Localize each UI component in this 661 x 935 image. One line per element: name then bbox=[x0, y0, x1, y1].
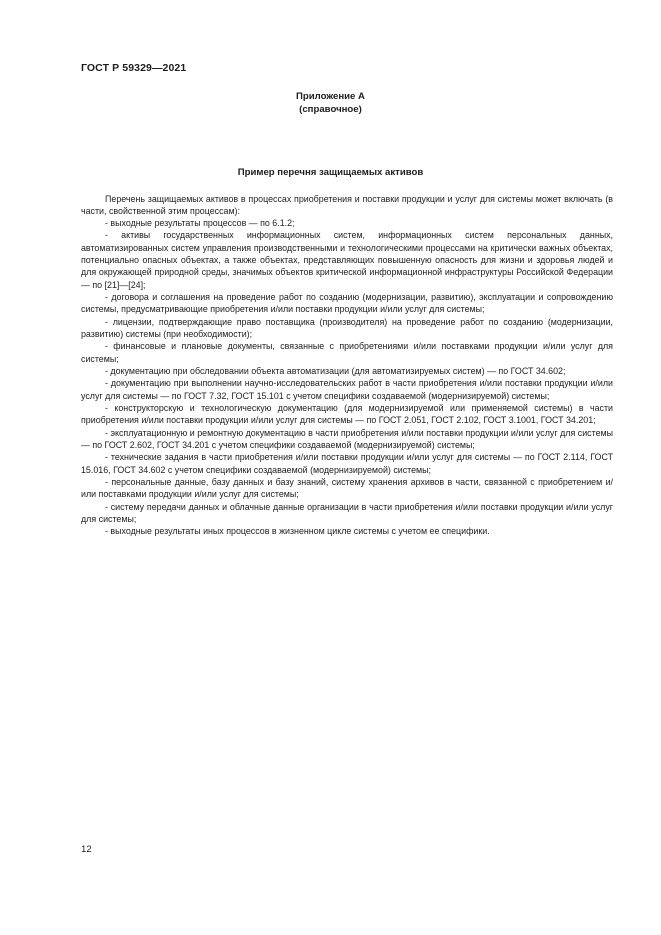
list-item: - персональные данные, базу данных и базу знаний, систему хранения архивов в части, связанной с приобретением и/или поставками продукции и/или услуг для системы; bbox=[81, 477, 613, 500]
document-code-header: ГОСТ Р 59329—2021 bbox=[81, 62, 187, 74]
list-item: - финансовые и плановые документы, связанные с приобретениями и/или поставками продукции и/или услуг для системы; bbox=[81, 341, 613, 364]
list-item: - систему передачи данных и облачные данные организации в части приобретения и/или поставки продукции и/или услуг для системы; bbox=[81, 501, 613, 525]
list-item: - лицензии, подтверждающие право поставщика (производителя) на проведение работ по созданию (модернизации, развитию) системы (при необходимости); bbox=[81, 316, 613, 340]
body-text bbox=[81, 193, 613, 538]
list-item: - выходные результаты процессов — по 6.1.2; bbox=[105, 218, 295, 229]
list-item: - документацию при обследовании объекта автоматизации (для автоматизируемых систем) — по ГОСТ 34.602; bbox=[105, 366, 566, 377]
list-item: - документацию при выполнении научно-исследовательских работ в части приобретения и/или поставки продукции и/или услуг для системы — по ГОСТ 7.32, ГОСТ 15.101 с учетом специфики создаваемой (модернизируемой) системы; bbox=[81, 378, 613, 401]
annex-type: (справочное) bbox=[299, 103, 362, 115]
list-item: - выходные результаты иных процессов в жизненном цикле системы с учетом ее специфики. bbox=[105, 526, 490, 537]
list-item: - конструкторскую и технологическую документацию (для модернизируемой или применяемой системы) в части приобретения и/или поставки продукции и/или услуг для системы — по ГОСТ 2.051, ГОСТ 2.102, ГОСТ 3.1001, ГОСТ 34.201; bbox=[81, 403, 613, 426]
section-title: Пример перечня защищаемых активов bbox=[237, 167, 424, 178]
list-item: - договора и соглашения на проведение работ по созданию (модернизации, развитию), эксплуатации и сопровождению системы, предусматривающие приобретения и/или поставки продукции и/или услуг для системы; bbox=[81, 292, 613, 315]
list-item: - технические задания в части приобретения и/или поставки продукции и/или услуг для системы — по ГОСТ 2.114, ГОСТ 15.016, ГОСТ 34.602 с учетом специфики создаваемой (модернизируемой) системы; bbox=[81, 452, 613, 475]
page-number: 12 bbox=[81, 844, 92, 855]
intro-paragraph: Перечень защищаемых активов в процессах приобретения и поставки продукции и услуг для системы может включать (в части, свойственной этим процессам): bbox=[81, 193, 613, 216]
list-item: - активы государственных информационных систем, информационных систем персональных данных, автоматизированных систем управления производственными и технологическими процессами на критически важных объектах, потенциально опасных объектах, а также объектах, представляющих повышенную опасность для жизни и здоровья людей и для окружающей природной среды, значимых объектов критической информационной инфраструктуры Российской Федерации — по [21]—[24]; bbox=[81, 230, 613, 290]
annex-title: Приложение А bbox=[296, 91, 365, 102]
list-item: - эксплуатационную и ремонтную документацию в части приобретения и/или поставки продукции и/или услуг для системы — по ГОСТ 2.602, ГОСТ 34.201 с учетом специфики создаваемой (модернизируемой) системы; bbox=[81, 427, 613, 451]
